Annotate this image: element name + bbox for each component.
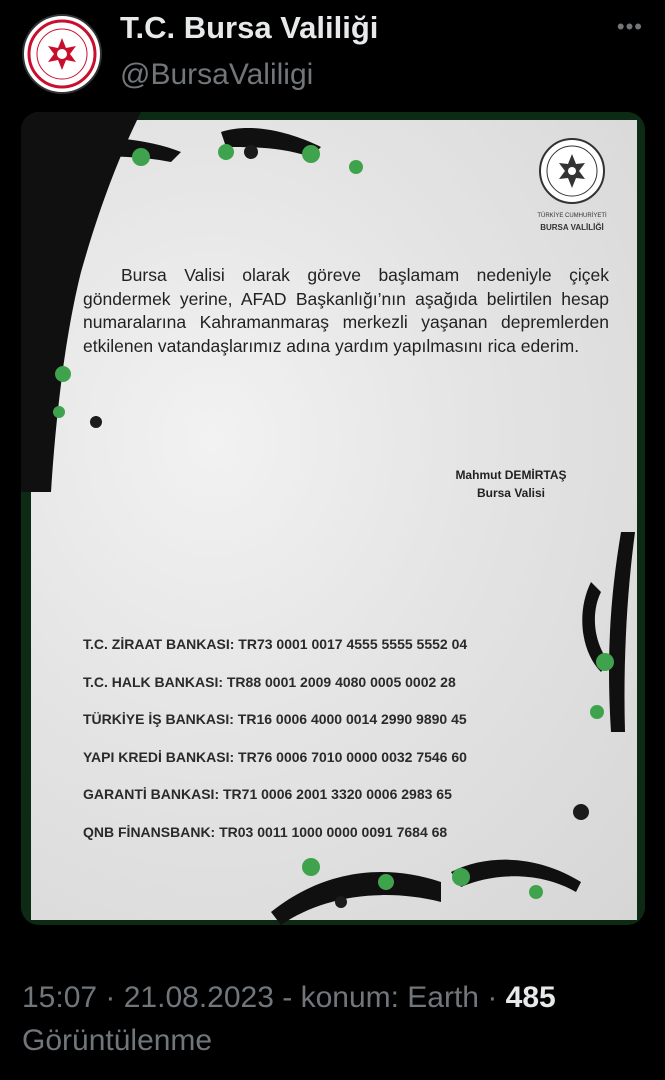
letter-body: Bursa Valisi olarak göreve başlamam nedeniyle çiçek göndermek yerine, AFAD Başkanlığı’nın aşağıda belirtilen hesap numaralarına Kahramanmaraş merkezli yaşanan depremlerden etkilenen vatandaşlarımız adına yardım yapılmasını rica ederim. [83,265,609,356]
tweet-date[interactable]: 21.08.2023 [123,981,274,1014]
bursa-valiligi-seal-icon [26,18,98,90]
more-icon[interactable]: ••• [616,14,643,39]
letter-seal [531,136,613,233]
signature-title: Bursa Valisi [476,486,546,500]
bank-row: T.C. ZİRAAT BANKASI: TR73 0001 0017 4555 5555 5552 04 [83,636,468,652]
tweet-location: konum: Earth [300,981,479,1014]
seal-line-2: BURSA VALİLİĞİ [540,223,604,232]
bank-list [83,636,583,861]
signature-block [436,466,586,502]
bank-row: YAPI KREDİ BANKASI: TR76 0006 7010 0000 0032 7546 60 [83,748,467,765]
views-count: 485 [505,981,556,1014]
display-name[interactable]: T.C. Bursa Valiliği [120,10,379,45]
separator: · [487,981,506,1014]
tweet-meta [22,976,642,1062]
seal-emblem-icon [537,136,607,206]
views-label: Görüntülenme [22,1024,213,1057]
signature-name: Mahmut DEMİRTAŞ [455,468,567,482]
tweet-image[interactable] [21,112,645,925]
bank-row: QNB FİNANSBANK: TR03 0011 1000 0000 0091 7684 68 [83,823,448,840]
seal-line-1: TÜRKİYE CUMHURİYETİ [537,213,607,219]
tweet-time[interactable]: 15:07 [22,981,98,1014]
bank-row: TÜRKİYE İŞ BANKASI: TR16 0006 4000 0014 2990 9890 45 [83,711,467,727]
separator: - [282,981,301,1014]
bank-row: T.C. HALK BANKASI: TR88 0001 2009 4080 0005 0002 28 [83,673,456,690]
separator: · [105,981,124,1014]
avatar[interactable] [22,14,102,94]
bank-row: GARANTİ BANKASI: TR71 0006 2001 3320 0006 2983 65 [83,786,452,802]
user-handle[interactable]: @BursaValiligi [120,58,314,91]
